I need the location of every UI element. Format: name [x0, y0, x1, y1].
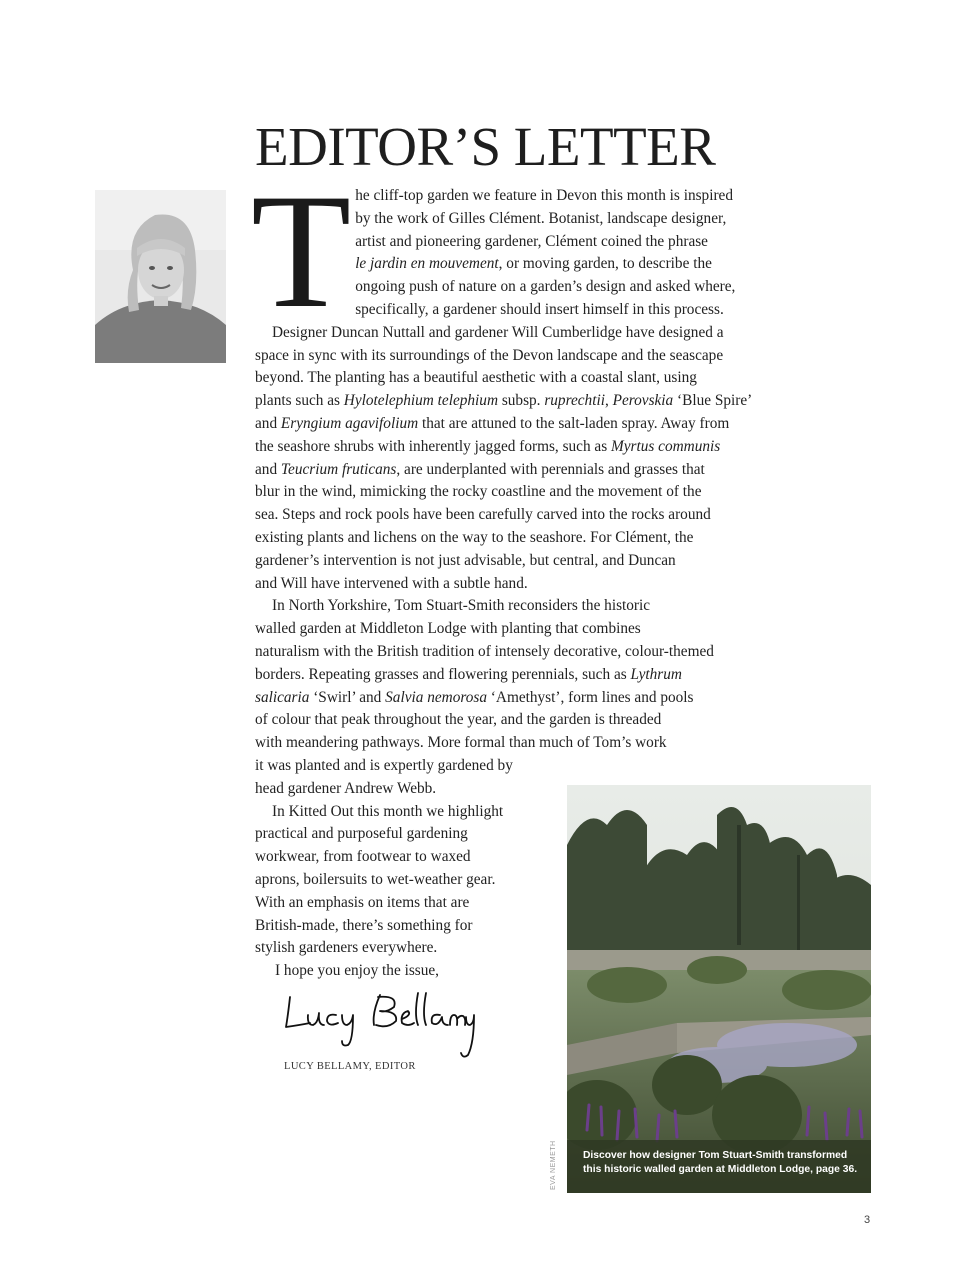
text-line	[255, 664, 775, 687]
page-title: EDITOR’S LETTER	[255, 115, 716, 177]
text-line: walled garden at Middleton Lodge with planting that combines	[255, 620, 641, 638]
italic-term: salicaria	[255, 688, 310, 706]
text-line	[255, 436, 775, 459]
signature-image	[280, 985, 475, 1061]
text-line: of colour that peak throughout the year, and the garden is threaded	[255, 711, 662, 729]
text-line	[255, 459, 775, 482]
text-line: naturalism with the British tradition of intensely decorative, colour-themed	[255, 642, 714, 660]
text-span: plants such as	[255, 392, 344, 410]
text-line: sea. Steps and rock pools have been carefully carved into the rocks around	[255, 506, 711, 524]
text-line: stylish gardeners everywhere.	[255, 939, 438, 957]
text-line: artist and pioneering gardener, Clément coined the phrase	[355, 232, 708, 250]
italic-term: le jardin en mouvement	[355, 255, 499, 273]
italic-term: Salvia nemorosa	[385, 688, 487, 706]
italic-term: Myrtus communis	[611, 437, 721, 455]
text-span: and	[255, 460, 281, 478]
text-line: with meandering pathways. More formal than much of Tom’s work	[255, 734, 667, 752]
text-line: blur in the wind, mimicking the rocky coastline and the movement of the	[255, 483, 702, 501]
text-line: workwear, from footwear to waxed	[255, 848, 471, 866]
text-line: head gardener Andrew Webb.	[255, 779, 437, 797]
text-line: aprons, boilersuits to wet-weather gear.	[255, 870, 496, 888]
text-line: by the work of Gilles Clément. Botanist, landscape designer,	[355, 209, 727, 227]
text-line: he cliff-top garden we feature in Devon this month is inspired	[355, 187, 733, 204]
text-line: gardener’s intervention is not just advisable, but central, and Duncan	[255, 551, 676, 569]
text-line: existing plants and lichens on the way to the seashore. For Clément, the	[255, 528, 694, 546]
text-line: it was planted and is expertly gardened by	[255, 756, 513, 774]
editor-portrait	[95, 190, 226, 363]
editor-name-title: LUCY BELLAMY, EDITOR	[284, 1061, 416, 1072]
photo-credit: EVA NEMETH	[550, 1140, 557, 1190]
text-span: that are attuned to the salt-laden spray. Away from	[418, 414, 730, 432]
garden-photo	[567, 785, 871, 1193]
italic-term: Hylotelephium telephium	[343, 392, 498, 410]
italic-term: Teucrium fruticans	[280, 460, 397, 478]
italic-term: ruprechtii	[544, 392, 605, 410]
text-span: ‘Swirl’ and	[309, 688, 386, 706]
text-span: and	[255, 414, 281, 432]
text-line	[255, 687, 775, 710]
paragraph-2	[255, 322, 775, 596]
drop-cap: T	[251, 161, 352, 342]
text-line: With an emphasis on items that are	[255, 893, 470, 911]
italic-term: Eryngium agavifolium	[280, 414, 419, 432]
text-line: British-made, there’s something for	[255, 916, 473, 934]
text-span: , are underplanted with perennials and grasses that	[396, 460, 705, 478]
text-line: practical and purposeful gardening	[255, 825, 468, 843]
text-line: In North Yorkshire, Tom Stuart-Smith reconsiders the historic	[272, 597, 651, 615]
garden-image	[567, 785, 871, 1193]
text-span: ,	[604, 392, 613, 410]
caption-line: Discover how designer Tom Stuart-Smith transformed	[583, 1150, 848, 1161]
text-line: specifically, a gardener should insert himself in this process.	[355, 300, 724, 318]
text-line: Designer Duncan Nuttall and gardener Will Cumberlidge have designed a	[272, 323, 724, 341]
caption-line: this historic walled garden at Middleton Lodge, page 36.	[583, 1164, 858, 1175]
text-line: and Will have intervened with a subtle hand.	[255, 574, 528, 592]
photo-caption	[583, 1149, 868, 1177]
text-span: ‘Blue Spire’	[673, 392, 753, 410]
text-line	[255, 390, 775, 413]
text-span: ‘Amethyst’, form lines and pools	[486, 688, 694, 706]
text-span: the seashore shrubs with inherently jagged forms, such as	[255, 437, 611, 455]
portrait-image	[95, 190, 226, 363]
text-line: ongoing push of nature on a garden’s design and asked where,	[355, 278, 736, 296]
text-span: , or moving garden, to describe the	[498, 255, 712, 273]
closing-line: I hope you enjoy the issue,	[275, 962, 439, 980]
paragraph-3	[255, 595, 775, 800]
text-line	[255, 413, 775, 436]
text-span: borders. Repeating grasses and flowering perennials, such as	[255, 665, 631, 683]
text-line: In Kitted Out this month we highlight	[272, 802, 504, 820]
text-span: subsp.	[498, 392, 545, 410]
text-line: space in sync with its surroundings of the Devon landscape and the seascape	[255, 346, 724, 364]
page-number: 3	[864, 1214, 871, 1226]
signature	[280, 985, 475, 1066]
italic-term: Lythrum	[630, 665, 682, 683]
text-line: beyond. The planting has a beautiful aesthetic with a coastal slant, using	[255, 369, 697, 387]
italic-term: Perovskia	[612, 392, 674, 410]
